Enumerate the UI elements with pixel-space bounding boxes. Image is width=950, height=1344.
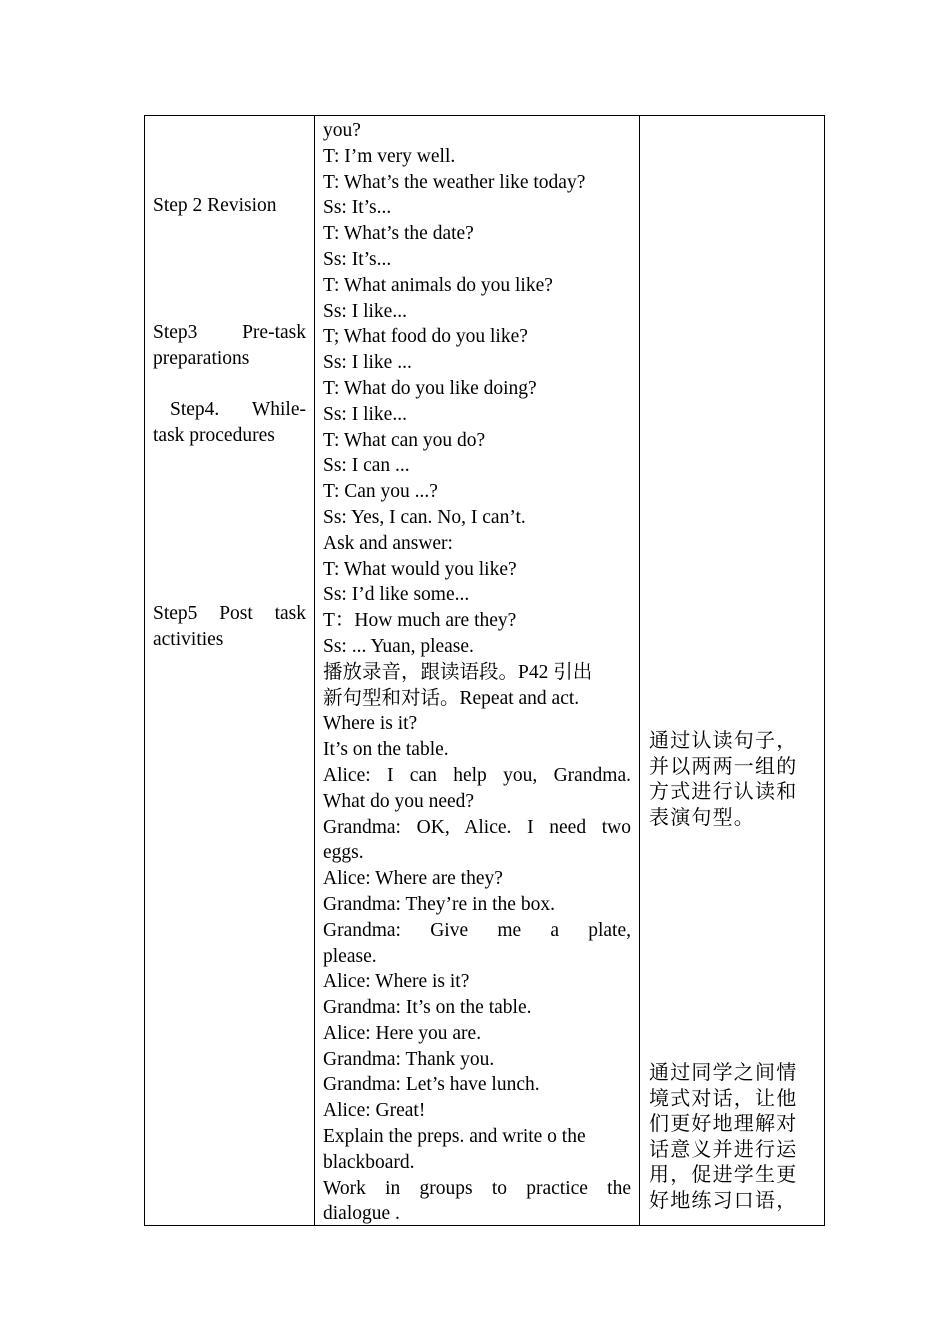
procedure-line: 播放录音，跟读语段。P42 引出 bbox=[323, 661, 593, 683]
note-reading bbox=[649, 728, 817, 830]
procedure-line: Grandma: Give me a plate, bbox=[323, 919, 631, 941]
step5-line2: activities bbox=[153, 628, 224, 650]
procedure-line: Where is it? bbox=[323, 713, 418, 735]
procedure-line: Ss: I like ... bbox=[323, 352, 412, 374]
procedure-line: Alice: Where is it? bbox=[323, 971, 470, 993]
procedure-line: T: I’m very well. bbox=[323, 145, 456, 167]
note-dialogue bbox=[649, 1060, 817, 1213]
lesson-plan-table bbox=[144, 115, 825, 1226]
procedure-line: Work in groups to practice the bbox=[323, 1177, 631, 1199]
procedure-line: eggs. bbox=[323, 842, 364, 864]
column-divider bbox=[314, 116, 315, 1225]
note-line: 话意义并进行运 bbox=[649, 1136, 798, 1161]
procedure-column bbox=[323, 116, 631, 1225]
notes-column bbox=[649, 116, 817, 1225]
step2-label: Step 2 Revision bbox=[153, 195, 277, 216]
procedure-line: Ss: ... Yuan, please. bbox=[323, 635, 474, 657]
procedure-line: Grandma: OK, Alice. I need two bbox=[323, 816, 631, 838]
procedure-line: Ss: I like... bbox=[323, 300, 407, 322]
column-divider bbox=[639, 116, 640, 1225]
note-line: 通过认读句子， bbox=[649, 728, 798, 752]
procedure-line: Ss: It’s... bbox=[323, 197, 392, 219]
procedure-line: T: What would you like? bbox=[323, 558, 517, 580]
procedure-line: T: What’s the weather like today? bbox=[323, 171, 586, 193]
steps-column bbox=[153, 116, 306, 1225]
procedure-line: Grandma: They’re in the box. bbox=[323, 893, 555, 915]
note-line: 方式进行认读和 bbox=[649, 779, 798, 803]
procedure-line: Ask and answer: bbox=[323, 532, 453, 554]
note-line: 表演句型。 bbox=[649, 804, 755, 829]
step3-line1: Step3 Pre-task bbox=[153, 322, 306, 343]
procedure-line: Alice: I can help you, Grandma. bbox=[323, 764, 631, 786]
procedure-line: T: What can you do? bbox=[323, 429, 486, 451]
procedure-line: dialogue . bbox=[323, 1203, 400, 1225]
procedure-line: T: What animals do you like? bbox=[323, 274, 553, 296]
procedure-line: It’s on the table. bbox=[323, 739, 449, 761]
procedure-line: Ss: I can ... bbox=[323, 455, 410, 477]
procedure-line: Alice: Where are they? bbox=[323, 868, 503, 890]
procedure-line: Alice: Great! bbox=[323, 1100, 426, 1122]
procedure-line: you? bbox=[323, 120, 361, 141]
procedure-line: What do you need? bbox=[323, 790, 475, 812]
procedure-line: Grandma: Thank you. bbox=[323, 1048, 495, 1070]
procedure-line: Grandma: It’s on the table. bbox=[323, 997, 532, 1019]
procedure-line: please. bbox=[323, 945, 377, 967]
procedure-line: Explain the preps. and write o the bbox=[323, 1126, 586, 1148]
procedure-line: Alice: Here you are. bbox=[323, 1022, 482, 1044]
step5-line1: Step5 Post task bbox=[153, 603, 306, 624]
procedure-line: Ss: Yes, I can. No, I can’t. bbox=[323, 506, 526, 528]
note-line: 并以两两一组的 bbox=[649, 753, 798, 778]
note-line: 好地练习口语， bbox=[649, 1187, 798, 1212]
procedure-line: Ss: It’s... bbox=[323, 248, 392, 270]
procedure-line: T: What’s the date? bbox=[323, 223, 474, 245]
step3-line2: preparations bbox=[153, 347, 250, 369]
procedure-line: T：How much are they? bbox=[323, 610, 517, 632]
step4-line1: Step4. While- bbox=[170, 399, 306, 420]
procedure-line: Grandma: Let’s have lunch. bbox=[323, 1074, 540, 1096]
note-line: 们更好地理解对 bbox=[649, 1111, 798, 1135]
step5-label bbox=[153, 601, 306, 653]
note-line: 通过同学之间情 bbox=[649, 1060, 798, 1084]
procedure-line: Ss: I’d like some... bbox=[323, 584, 470, 606]
procedure-line: T; What food do you like? bbox=[323, 326, 528, 348]
step3-label bbox=[153, 320, 306, 372]
step4-line2: task procedures bbox=[153, 424, 275, 446]
procedure-line: T: What do you like doing? bbox=[323, 377, 537, 399]
note-line: 境式对话，让他 bbox=[649, 1085, 798, 1110]
step4-label bbox=[153, 397, 306, 449]
procedure-line: 新句型和对话。Repeat and act. bbox=[323, 687, 580, 709]
procedure-line: blackboard. bbox=[323, 1151, 415, 1173]
procedure-line: Ss: I like... bbox=[323, 403, 407, 425]
procedure-line: T: Can you ...? bbox=[323, 481, 438, 503]
note-line: 用，促进学生更 bbox=[649, 1162, 798, 1186]
